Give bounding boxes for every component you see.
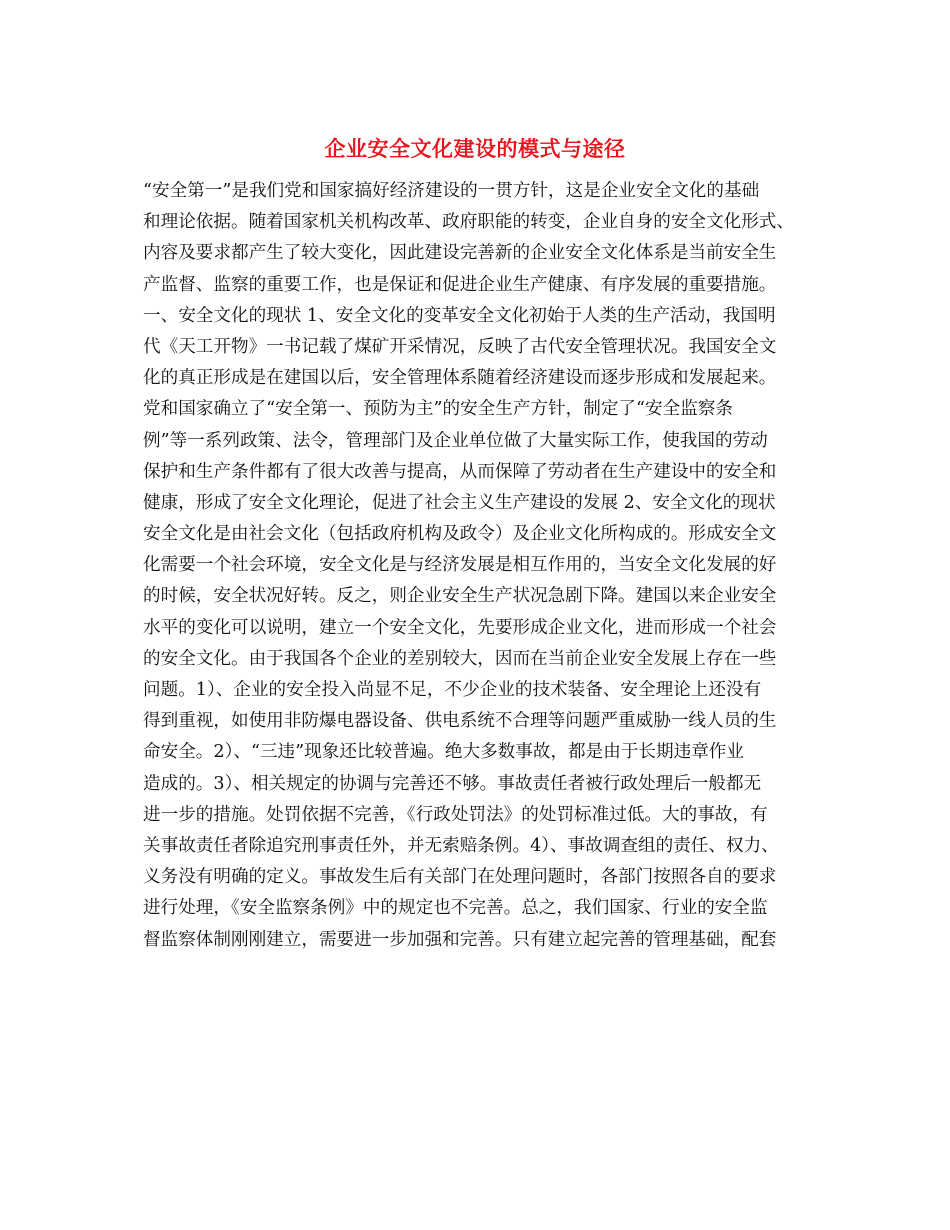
body-line: 化的真正形成是在建国以后，安全管理体系随着经济建设而逐步形成和发展起来。 [143,368,777,389]
body-line: 进一步的措施。处罚依据不完善，《行政处罚法》的处罚标准过低。大的事故，有 [143,804,768,825]
body-line: 得到重视，如使用非防爆电器设备、供电系统不合理等问题严重威胁一线人员的生 [143,711,777,732]
body-line: 安全文化是由社会文化（包括政府机构及政令）及企业文化所构成的。形成安全文 [143,524,777,545]
body-line: 问题。1）、企业的安全投入尚显不足，不少企业的技术装备、安全理论上还没有 [143,680,762,700]
body-line: 义务没有明确的定义。事故发生后有关部门在处理问题时，各部门按照各自的要求 [143,867,777,888]
body-line: 化需要一个社会环境，安全文化是与经济发展是相互作用的，当安全文化发展的好 [143,555,777,576]
body-line: 例”等一系列政策、法令，管理部门及企业单位做了大量实际工作，使我国的劳动 [143,430,768,451]
body-line: 造成的。3）、相关规定的协调与完善还不够。事故责任者被行政处理后一般都无 [143,773,762,794]
body-line: 内容及要求都产生了较大变化，因此建设完善新的企业安全文化体系是当前安全生 [143,243,777,264]
body-line: 保护和生产条件都有了很大改善与提高，从而保障了劳动者在生产建设中的安全和 [143,461,777,482]
document-title: 企业安全文化建设的模式与途径 [324,137,626,162]
body-line: 代《天工开物》一书记载了煤矿开采情况，反映了古代安全管理状况。我国安全文 [143,336,777,357]
document-body [143,176,827,956]
body-line: 进行处理，《安全监察条例》中的规定也不完善。总之，我们国家、行业的安全监 [143,898,768,919]
body-line: 的安全文化。由于我国各个企业的差别较大，因而在当前企业安全发展上存在一些 [143,648,777,669]
body-line: 的时候，安全状况好转。反之，则企业安全生产状况急剧下降。建国以来企业安全 [143,586,777,607]
body-line: 水平的变化可以说明，建立一个安全文化，先要形成企业文化，进而形成一个社会 [143,617,777,638]
body-line: 健康，形成了安全文化理论，促进了社会主义生产建设的发展 2、安全文化的现状 [143,492,776,513]
body-line: 命安全。2）、“三违”现象还比较普遍。绝大多数事故，都是由于长期违章作业 [143,742,744,763]
body-line: “安全第一”是我们党和国家搞好经济建设的一贯方针，这是企业安全文化的基础 [143,181,760,201]
body-line: 产监督、监察的重要工作，也是保证和促进企业生产健康、有序发展的重要措施。 [143,274,777,295]
body-line: 关事故责任者除追究刑事责任外，并无索赔条例。4）、事故调查组的责任、权力、 [143,835,779,856]
body-line: 一、安全文化的现状 1、安全文化的变革安全文化初始于人类的生产活动，我国明 [143,305,776,326]
body-line: 和理论依据。随着国家机关机构改革、政府职能的转变，企业自身的安全文化形式、 [143,212,794,233]
body-line: 党和国家确立了“安全第一、预防为主”的安全生产方针，制定了“安全监察条 [143,399,733,420]
body-line: 督监察体制刚刚建立，需要进一步加强和完善。只有建立起完善的管理基础，配套 [143,929,777,950]
